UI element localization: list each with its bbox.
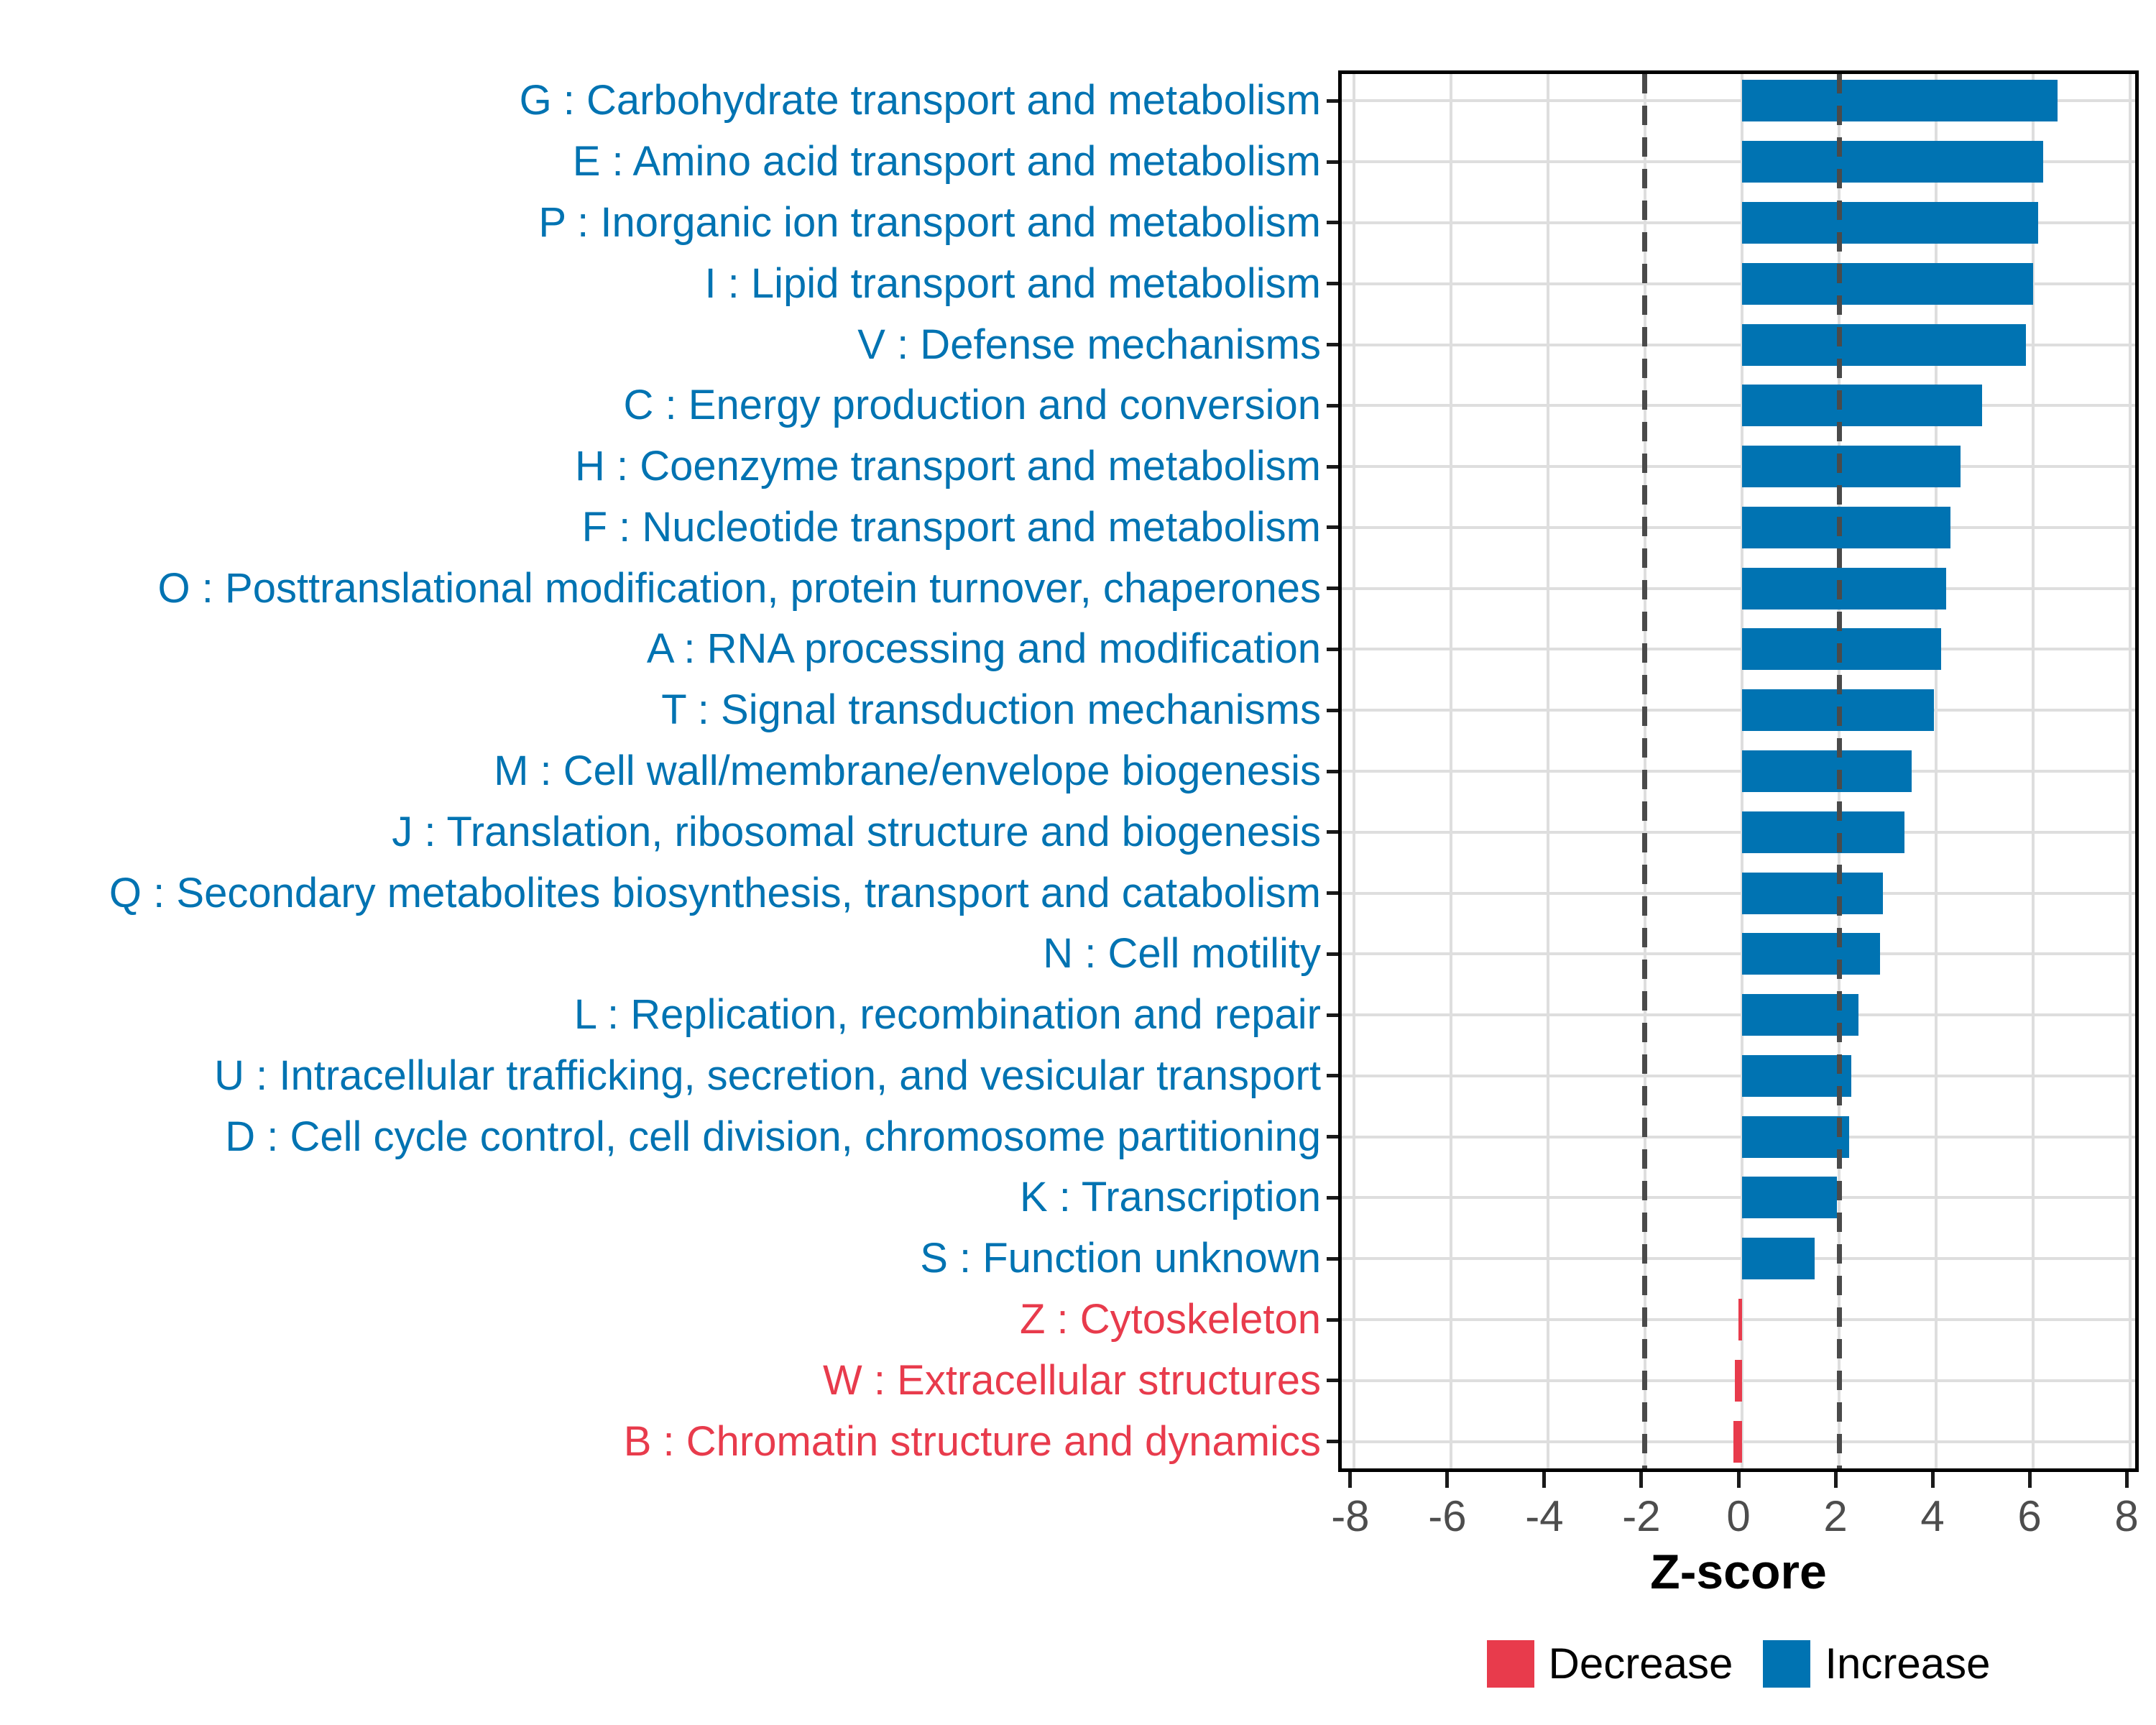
y-category-label: M : Cell wall/membrane/envelope biogenesis [494,748,1321,794]
y-category-label: A : RNA processing and modification [646,625,1321,673]
bar-increase [1742,1055,1851,1097]
y-axis-tick [1327,709,1338,712]
y-category-label: V : Defense mechanisms [857,321,1321,368]
y-axis-tick [1327,465,1338,469]
y-category-label: F : Nucleotide transport and metabolism [581,503,1321,551]
bar-increase [1742,1238,1815,1279]
y-category-label: T : Signal transduction mechanisms [661,686,1321,734]
x-axis-tick [2028,1472,2032,1488]
bar-increase [1742,1116,1849,1158]
decrease-color-swatch [1487,1640,1534,1688]
bar-increase [1742,811,1904,853]
reference-dashed-line [1642,74,1647,1468]
y-axis-tick [1327,586,1338,590]
x-tick-label: 8 [2114,1492,2139,1540]
y-axis-tick [1327,891,1338,895]
bar-decrease [1738,1299,1742,1340]
horizontal-gridline [1342,892,2135,895]
horizontal-gridline [1342,526,2135,529]
legend-item-increase [1763,1640,1990,1688]
y-axis-tick [1327,221,1338,224]
bar-increase [1742,446,1961,487]
y-axis-tick [1327,648,1338,651]
y-axis-tick [1327,404,1338,408]
bar-increase [1742,750,1912,792]
x-tick-label: 4 [1920,1492,1945,1540]
y-axis-tick [1327,1013,1338,1017]
x-tick-label: 6 [2017,1492,2042,1540]
bar-decrease [1733,1421,1742,1463]
horizontal-gridline [1342,1075,2135,1077]
x-tick-label: 2 [1823,1492,1848,1540]
y-axis-tick [1327,1440,1338,1443]
y-axis-tick [1327,1257,1338,1261]
x-axis-tick [1737,1472,1741,1488]
y-category-label: K : Transcription [1019,1174,1321,1221]
y-category-label: E : Amino acid transport and metabolism [572,138,1321,185]
y-category-label: Q : Secondary metabolites biosynthesis, transport and catabolism [109,869,1321,916]
horizontal-gridline [1342,1196,2135,1199]
reference-dashed-line [1837,74,1842,1468]
bar-increase [1742,263,2033,305]
y-axis-tick [1327,1135,1338,1138]
y-category-label: G : Carbohydrate transport and metabolism [519,77,1321,124]
y-axis-tick [1327,1379,1338,1382]
y-axis-tick [1327,830,1338,834]
y-axis-tick [1327,160,1338,164]
y-axis-tick [1327,1196,1338,1200]
legend-item-decrease [1487,1640,1733,1688]
legend-label-decrease: Decrease [1548,1639,1733,1688]
horizontal-gridline [1342,952,2135,955]
y-axis-tick [1327,770,1338,773]
bar-increase [1742,324,2026,366]
horizontal-gridline [1342,709,2135,712]
x-axis-tick [1348,1472,1352,1488]
horizontal-gridline [1342,1136,2135,1138]
bar-increase [1742,873,1883,914]
horizontal-gridline [1342,1257,2135,1260]
x-axis-tick [1542,1472,1546,1488]
x-axis-tick [1834,1472,1838,1488]
x-tick-label: -2 [1622,1492,1661,1540]
bar-increase [1742,80,2058,121]
legend [1338,1640,2139,1688]
y-category-label: S : Function unknown [920,1235,1321,1282]
bar-increase [1742,507,1950,548]
y-category-label: C : Energy production and conversion [623,382,1321,429]
plot-panel [1338,70,2139,1472]
bar-decrease [1735,1360,1742,1402]
x-axis-tick [1639,1472,1643,1488]
y-category-label: D : Cell cycle control, cell division, chromosome partitioning [225,1113,1321,1160]
y-axis-tick [1327,952,1338,956]
bar-increase [1742,568,1946,610]
y-category-label: H : Coenzyme transport and metabolism [575,443,1321,490]
x-tick-label: -4 [1525,1492,1564,1540]
y-category-label: Z : Cytoskeleton [1019,1296,1321,1343]
x-tick-label: -6 [1428,1492,1467,1540]
x-axis-title: Z-score [1650,1545,1827,1599]
x-tick-label: -8 [1331,1492,1370,1540]
y-category-label: O : Posttranslational modification, protein turnover, chaperones [157,564,1321,612]
bar-increase [1742,385,1982,426]
y-axis-tick [1327,343,1338,346]
horizontal-gridline [1342,1013,2135,1016]
y-category-label: J : Translation, ribosomal structure and biogenesis [392,808,1321,855]
horizontal-gridline [1342,587,2135,590]
x-axis-tick [2125,1472,2129,1488]
y-category-label: B : Chromatin structure and dynamics [623,1417,1321,1465]
horizontal-gridline [1342,831,2135,834]
y-category-label: P : Inorganic ion transport and metabolism [538,198,1321,246]
y-category-label: L : Replication, recombination and repair [573,991,1321,1039]
increase-color-swatch [1763,1640,1810,1688]
legend-label-increase: Increase [1825,1639,1991,1688]
y-axis-tick [1327,99,1338,103]
bar-increase [1742,141,2043,183]
y-axis-tick [1327,282,1338,285]
bar-increase [1742,933,1880,975]
horizontal-gridline [1342,648,2135,650]
y-axis-tick [1327,1074,1338,1077]
x-axis-tick [1931,1472,1935,1488]
bar-increase [1742,1177,1837,1218]
y-category-label: N : Cell motility [1043,930,1321,978]
bar-increase [1742,202,2038,244]
x-axis-tick [1445,1472,1449,1488]
x-tick-label: 0 [1726,1492,1751,1540]
y-category-label: W : Extracellular structures [823,1356,1321,1404]
y-axis-tick [1327,525,1338,529]
horizontal-gridline [1342,770,2135,773]
horizontal-gridline [1342,465,2135,468]
y-axis-tick [1327,1318,1338,1322]
y-category-label: I : Lipid transport and metabolism [704,259,1321,307]
horizontal-gridline [1342,404,2135,407]
y-category-label: U : Intracellular trafficking, secretion, and vesicular transport [214,1052,1321,1099]
